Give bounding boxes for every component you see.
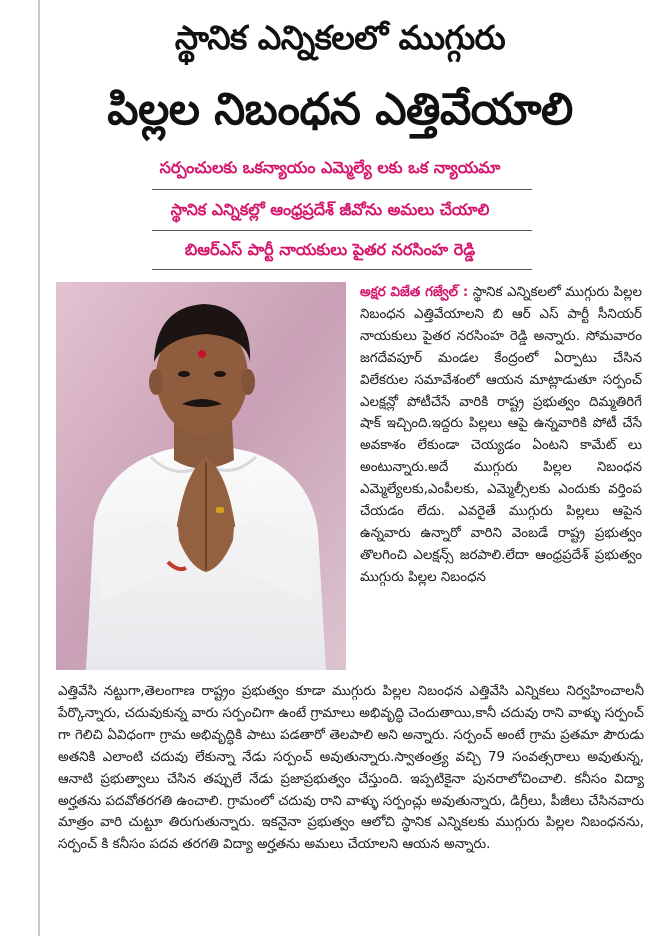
subheading-1: సర్పంచులకు ఒకన్యాయం ఎమ్మెల్యే లకు ఒక న్యాయమా [159,158,501,177]
article-paragraph-full: ఎత్తివేసి నట్టుగా,తెలంగాణ రాష్ట్రం ప్రభుత్వం కూడా ముగ్గురు పిల్లల నిబంధన ఎత్తివేసి ఎన్నికలు నిర్వహించాలనీ పేర్కొన్నారు, చదువుకున్న వారు సర్పంచిగా ఉంటే గ్రామాలు అభివృద్ధి చెందుతాయి,కానీ చదువు రాని వాళ్ళు సర్పంచ్ గా గెలిచి ఏవిధంగా గ్రామ అభివృద్ధికి పాటు పడతారో తెలపాలి అని అన్నారు. సర్పంచ్ అంటే గ్రామ ప్రతమా పౌరుడు అతనికి ఎలాంటి చదువు లేకున్నా నేడు సర్పంచ్ అవుతున్నారు.స్వాతంత్ర్య వచ్చి 79 సంవత్సరాలు అవుతున్న, ఆనాటి ప్రభుత్వాలు చేసిన తప్పులే నేడు ప్రజాప్రభుత్వం చేస్తుంది. ఇప్పటికైనా పునరాలోచించాలి. కనీసం విద్యా అర్హతను పదవోతరగతి ఉంచాలి. గ్రామంలో చదువు రాని వాళ్ళు సర్పంచ్లు అవుతున్నారు, డిగ్రీలు, పీజీలు చేసినవారు మాత్రం వారి చుట్టూ తిరుగుతున్నారు. ఇకనైనా ప్రభుత్వం ఆలోచి స్థానిక ఎన్నికలకు ముగ్గురు పిల్లల నిబంధనను, సర్పంచ్ కి కనీసం పదవ తరగతి విద్యా అర్హతను అమలు చేయాలని ఆయన అన్నారు. [58,684,644,853]
article-column-right [360,282,642,589]
subheading-divider-1 [152,189,532,190]
subheading-2: స్థానిక ఎన్నికల్లో ఆంధ్రప్రదేశ్ జీవోను అమలు చేయాలి [170,200,490,219]
article-paragraph-right [360,282,642,589]
portrait-illustration [56,282,346,670]
subheading-3: బిఆర్ఎస్ పార్టీ నాయకులు పైతర నరసింహ రెడ్డి [184,240,476,259]
subheading-divider-2 [152,230,532,231]
article-text-right: స్థానిక ఎన్నికలలో ముగ్గురు పిల్లల నిబంధన ఎత్తివేయాలని బి ఆర్ ఎస్ పార్టీ సీనియర్ నాయకులు పైతర నరసింహ రెడ్డి అన్నారు. సోమవారం జగదేవపూర్ మండల కేంద్రంలో ఏర్పాటు చేసిన విలేకరుల సమావేశంలో ఆయన మాట్లాడుతూ సర్పంచ్ ఎలక్షన్లో పోటీచేసే వారికి రాష్ట్ర ప్రభుత్వం దిమ్మతిరిగే షాక్ ఇచ్చింది.ఇద్దరు పిల్లలు ఆపై ఉన్నవారికి పోటీ చేసే అవకాశం లేకుండా చెయ్యడం ఏంటని కామేట్ లు అంటున్నారు.అదే ముగ్గురు పిల్లల నిబంధన ఎమ్మెల్యేలకు,ఎంపీలకు, ఎమ్మెల్సీలకు ఎందుకు వర్తింప చేయడం లేదు. ఎవరైతే ముగ్గురు పిల్లలు ఆపైన ఉన్నవారు ఉన్నారో వారిని వెంబడే రాష్ట్ర ప్రభుత్వం తొలగించి ఎలక్షన్స్ జరపాలి.లేదా ఆంధ్రప్రదేశ్ ప్రభుత్వం ముగ్గురు పిల్లల నిబంధన [360,285,642,585]
subheading-divider-3 [152,269,532,270]
headline-line-1: స్థానిక ఎన్నికలలో ముగ్గురు [174,18,506,57]
byline: అక్షర విజేత గజ్వేల్ : [360,285,469,300]
portrait-photo [56,282,346,670]
article-column-full [58,681,644,856]
headline-line-2: పిల్లల నిబంధన ఎత్తివేయాలి [107,84,573,135]
